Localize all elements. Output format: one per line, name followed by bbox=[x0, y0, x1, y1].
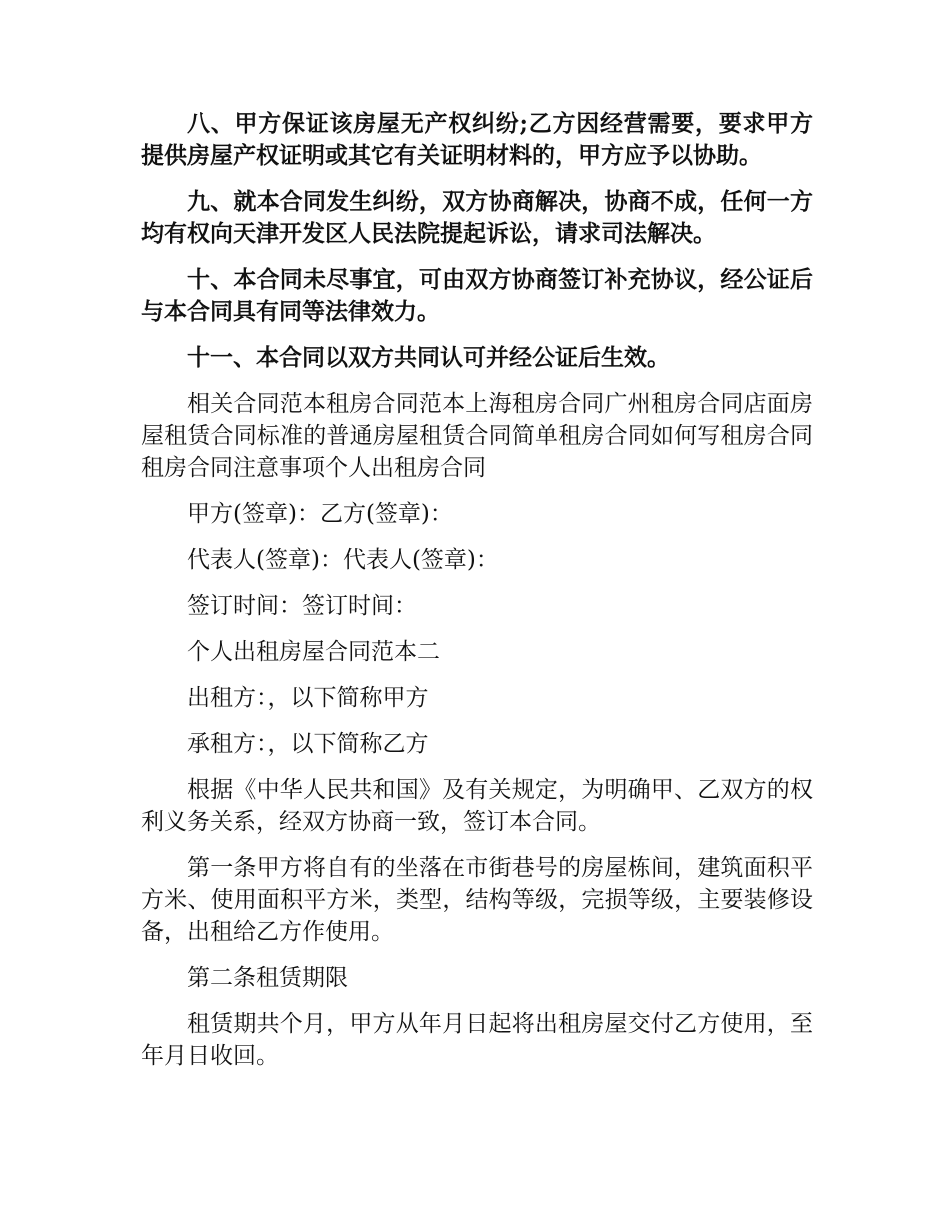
article-2-heading: 第二条租赁期限 bbox=[187, 965, 348, 991]
contract-two-title: 个人出租房屋合同范本二 bbox=[187, 639, 440, 665]
lessee-line: 承租方：，以下简称乙方 bbox=[187, 731, 429, 757]
lessor-line: 出租方：，以下简称甲方 bbox=[187, 685, 429, 711]
signing-date-line: 签订时间：签订时间： bbox=[187, 593, 417, 619]
clause-10-paragraph: 十、本合同未尽事宜，可由双方协商签订补充协议，经公证后与本合同具有同等法律效力。 bbox=[141, 266, 813, 325]
clause-8-paragraph: 八、甲方保证该房屋无产权纠纷;乙方因经营需要，要求甲方提供房屋产权证明或其它有关证明材料的，甲方应予以协助。 bbox=[141, 110, 813, 169]
preamble-paragraph: 根据《中华人民共和国》及有关规定，为明确甲、乙双方的权利义务关系，经双方协商一致，签订本合同。 bbox=[141, 777, 813, 835]
signature-representatives-line: 代表人(签章)：代表人(签章)： bbox=[187, 547, 499, 573]
article-1-paragraph: 第一条甲方将自有的坐落在市街巷号的房屋栋间，建筑面积平方米、使用面积平方米，类型，结构等级，完损等级，主要装修设备，出租给乙方作使用。 bbox=[141, 855, 813, 945]
signature-parties-line: 甲方(签章)：乙方(签章)： bbox=[187, 501, 453, 527]
clause-11-paragraph: 十一、本合同以双方共同认可并经公证后生效。 bbox=[187, 344, 670, 371]
document-page bbox=[141, 108, 813, 1086]
clause-9-paragraph: 九、就本合同发生纠纷，双方协商解决，协商不成，任何一方均有权向天津开发区人民法院提起诉讼，请求司法解决。 bbox=[141, 188, 813, 247]
lease-term-paragraph: 租赁期共个月，甲方从年月日起将出租房屋交付乙方使用，至年月日收回。 bbox=[141, 1011, 813, 1069]
related-contracts-paragraph: 相关合同范本租房合同范本上海租房合同广州租房合同店面房屋租赁合同标准的普通房屋租赁合同简单租房合同如何写租房合同租房合同注意事项个人出租房合同 bbox=[141, 391, 813, 481]
